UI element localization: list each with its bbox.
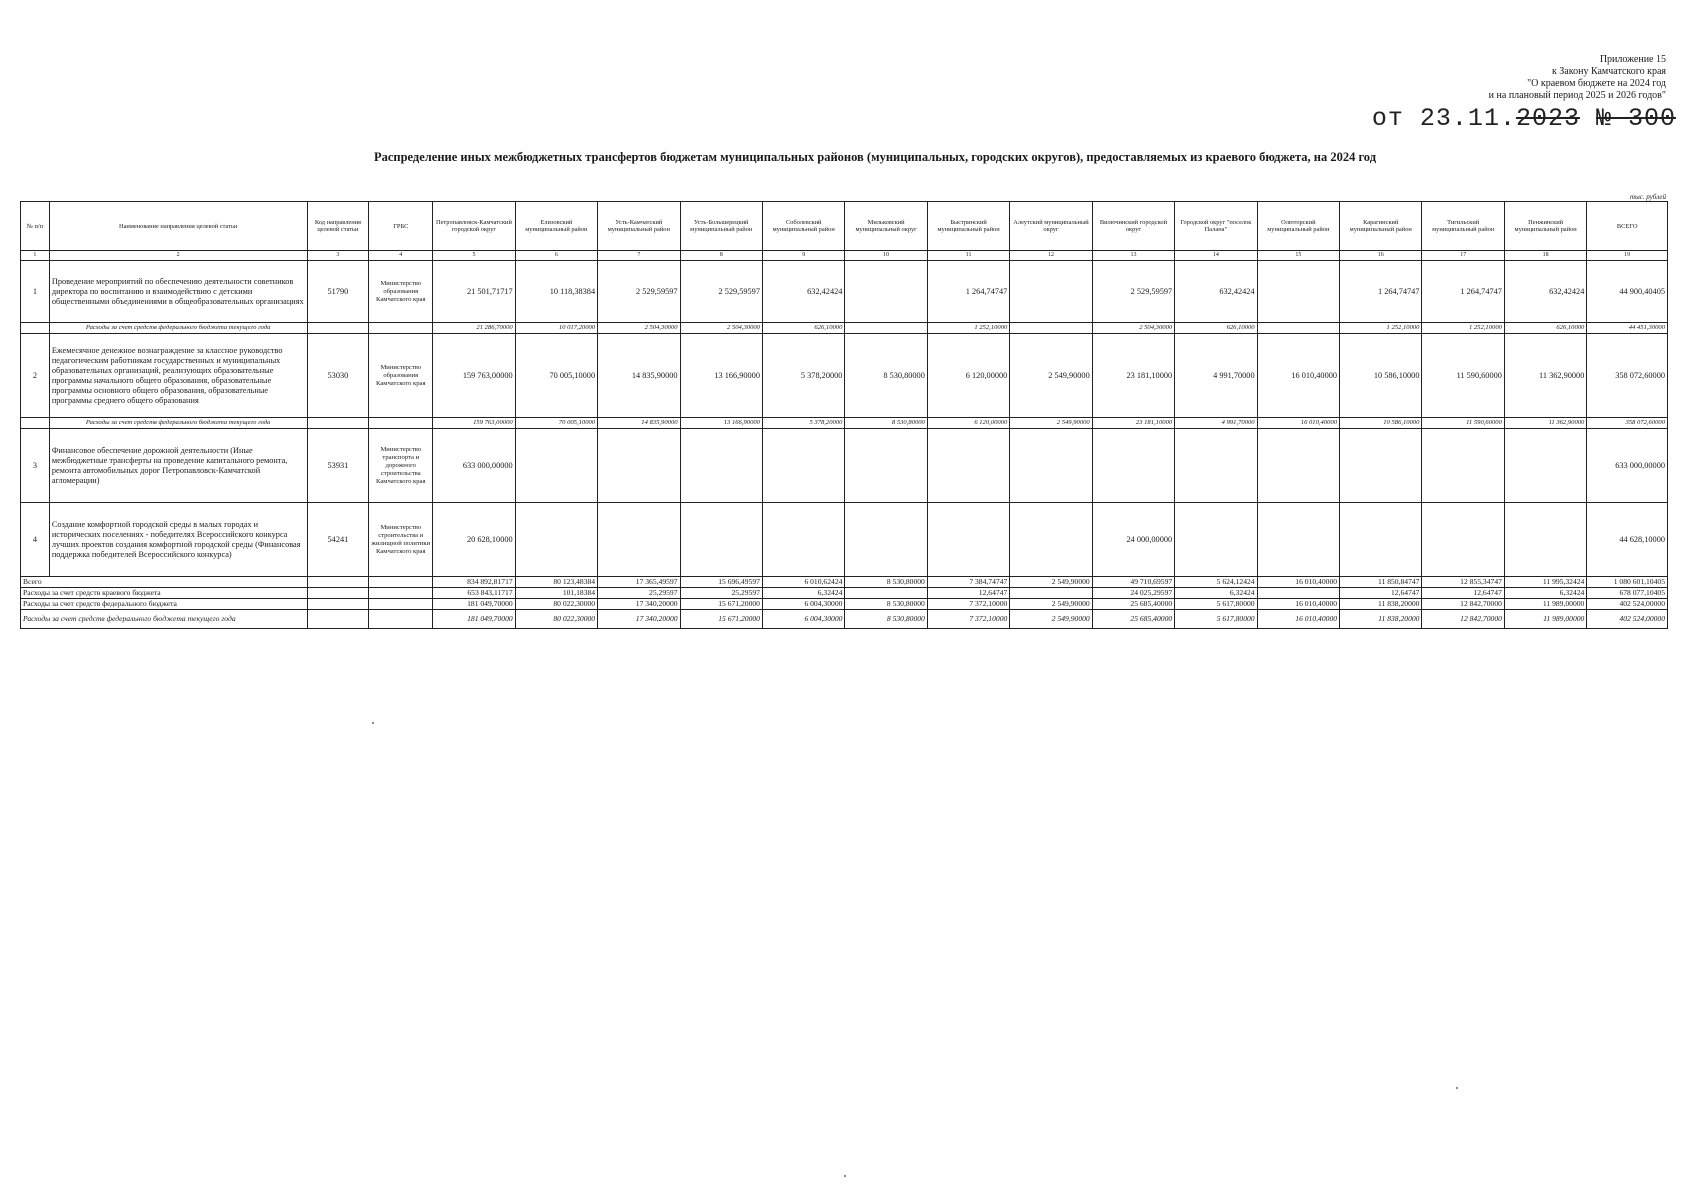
table-subrow bbox=[21, 323, 1668, 334]
value-cell: 1 080 601,10405 bbox=[1587, 577, 1668, 588]
value-cell bbox=[845, 503, 927, 577]
total-row bbox=[21, 599, 1668, 610]
value-cell bbox=[1257, 588, 1339, 599]
value-cell: 2 504,30000 bbox=[598, 323, 680, 334]
empty-cell bbox=[369, 599, 433, 610]
stamp-number: № 300 bbox=[1595, 104, 1676, 133]
empty-cell bbox=[307, 323, 369, 334]
row-number: 3 bbox=[21, 429, 50, 503]
value-cell bbox=[598, 503, 680, 577]
total-label: Всего bbox=[21, 577, 308, 588]
value-cell bbox=[1010, 588, 1092, 599]
column-number: 18 bbox=[1504, 251, 1586, 261]
value-cell: 80 022,30000 bbox=[515, 610, 597, 629]
value-cell: 11 850,84747 bbox=[1340, 577, 1422, 588]
scan-speck bbox=[1456, 1087, 1458, 1089]
value-cell: 5 378,20000 bbox=[762, 334, 844, 418]
value-cell: 11 838,20000 bbox=[1340, 610, 1422, 629]
value-cell: 16 010,40000 bbox=[1257, 334, 1339, 418]
empty-cell bbox=[307, 577, 369, 588]
value-cell: 11 838,20000 bbox=[1340, 599, 1422, 610]
value-cell: 2 549,90000 bbox=[1010, 610, 1092, 629]
value-cell: 5 378,20000 bbox=[762, 418, 844, 429]
value-cell: 6 120,00000 bbox=[927, 334, 1009, 418]
value-cell: 8 530,80000 bbox=[845, 334, 927, 418]
column-number: 8 bbox=[680, 251, 762, 261]
column-header: ВСЕГО bbox=[1587, 202, 1668, 251]
column-header: Наименование направления целевой статьи bbox=[49, 202, 307, 251]
value-cell: 17 365,49597 bbox=[598, 577, 680, 588]
value-cell bbox=[1504, 503, 1586, 577]
value-cell bbox=[680, 429, 762, 503]
value-cell bbox=[845, 429, 927, 503]
row-code: 54241 bbox=[307, 503, 369, 577]
value-cell: 11 362,90000 bbox=[1504, 334, 1586, 418]
value-cell: 44 451,30000 bbox=[1587, 323, 1668, 334]
value-cell: 632,42424 bbox=[1175, 261, 1257, 323]
value-cell: 49 710,69597 bbox=[1092, 577, 1174, 588]
value-cell: 20 628,10000 bbox=[433, 503, 515, 577]
value-cell: 7 372,10000 bbox=[927, 610, 1009, 629]
column-number: 11 bbox=[927, 251, 1009, 261]
value-cell: 24 025,29597 bbox=[1092, 588, 1174, 599]
column-number-row bbox=[21, 251, 1668, 261]
value-cell bbox=[845, 588, 927, 599]
value-cell: 10 118,38384 bbox=[515, 261, 597, 323]
value-cell: 11 995,32424 bbox=[1504, 577, 1586, 588]
value-cell: 13 166,90000 bbox=[680, 334, 762, 418]
total-row bbox=[21, 610, 1668, 629]
value-cell bbox=[1422, 429, 1504, 503]
value-cell: 16 010,40000 bbox=[1257, 577, 1339, 588]
value-cell bbox=[1175, 503, 1257, 577]
column-header: Олюторский муниципальный район bbox=[1257, 202, 1339, 251]
empty-cell bbox=[307, 418, 369, 429]
value-cell bbox=[845, 261, 927, 323]
column-number: 6 bbox=[515, 251, 597, 261]
value-cell bbox=[1010, 323, 1092, 334]
value-cell: 2 529,59597 bbox=[598, 261, 680, 323]
value-cell: 6,32424 bbox=[762, 588, 844, 599]
column-header: Тигильский муниципальный район bbox=[1422, 202, 1504, 251]
column-number: 3 bbox=[307, 251, 369, 261]
value-cell: 24 000,00000 bbox=[1092, 503, 1174, 577]
empty-cell bbox=[307, 610, 369, 629]
value-cell bbox=[927, 429, 1009, 503]
value-cell: 21 501,71717 bbox=[433, 261, 515, 323]
column-header: Быстринский муниципальный район bbox=[927, 202, 1009, 251]
value-cell bbox=[927, 503, 1009, 577]
document-title: Распределение иных межбюджетных трансфертов бюджетам муниципальных районов (муниципальных, городских округов), предоставляемых из краевого бюджета, на 2024 год bbox=[373, 150, 1377, 164]
empty-cell bbox=[369, 577, 433, 588]
value-cell bbox=[762, 429, 844, 503]
value-cell: 402 524,00000 bbox=[1587, 610, 1668, 629]
value-cell: 8 530,80000 bbox=[845, 599, 927, 610]
table-row bbox=[21, 261, 1668, 323]
value-cell bbox=[1010, 503, 1092, 577]
value-cell: 11 590,60000 bbox=[1422, 334, 1504, 418]
value-cell: 1 264,74747 bbox=[927, 261, 1009, 323]
value-cell: 632,42424 bbox=[762, 261, 844, 323]
column-header: ГРБС bbox=[369, 202, 433, 251]
row-number: 1 bbox=[21, 261, 50, 323]
value-cell bbox=[1257, 323, 1339, 334]
column-header: Соболевский муниципальный район bbox=[762, 202, 844, 251]
value-cell: 358 072,60000 bbox=[1587, 418, 1668, 429]
column-number: 13 bbox=[1092, 251, 1174, 261]
column-number: 1 bbox=[21, 251, 50, 261]
value-cell: 14 835,90000 bbox=[598, 418, 680, 429]
value-cell bbox=[845, 323, 927, 334]
row-grbs: Министерство образования Камчатского края bbox=[369, 334, 433, 418]
row-name: Проведение мероприятий по обеспечению деятельности советников директора по воспитанию и взаимодействию с детскими общественными объединениями в общеобразовательных организациях bbox=[49, 261, 307, 323]
value-cell: 11 989,00000 bbox=[1504, 610, 1586, 629]
empty-cell bbox=[21, 418, 50, 429]
value-cell: 2 549,90000 bbox=[1010, 577, 1092, 588]
header-line: "О краевом бюджете на 2024 год bbox=[1527, 78, 1666, 89]
header-line: и на плановый период 2025 и 2026 годов" bbox=[1488, 90, 1666, 101]
value-cell: 2 549,90000 bbox=[1010, 418, 1092, 429]
row-code: 51790 bbox=[307, 261, 369, 323]
total-row bbox=[21, 588, 1668, 599]
value-cell: 80 123,48384 bbox=[515, 577, 597, 588]
value-cell: 626,10000 bbox=[1504, 323, 1586, 334]
empty-cell bbox=[369, 323, 433, 334]
value-cell: 633 000,00000 bbox=[1587, 429, 1668, 503]
header-line: Приложение 15 bbox=[1599, 54, 1666, 65]
column-number: 9 bbox=[762, 251, 844, 261]
empty-cell bbox=[307, 599, 369, 610]
value-cell bbox=[598, 429, 680, 503]
column-header: Код направления целевой статьи bbox=[307, 202, 369, 251]
value-cell: 17 340,20000 bbox=[598, 610, 680, 629]
value-cell: 16 010,40000 bbox=[1257, 599, 1339, 610]
value-cell: 2 529,59597 bbox=[1092, 261, 1174, 323]
value-cell: 8 530,80000 bbox=[845, 418, 927, 429]
column-number: 14 bbox=[1175, 251, 1257, 261]
value-cell: 1 264,74747 bbox=[1422, 261, 1504, 323]
value-cell: 1 252,10000 bbox=[1422, 323, 1504, 334]
column-number: 4 bbox=[369, 251, 433, 261]
value-cell: 159 763,00000 bbox=[433, 334, 515, 418]
value-cell: 633 000,00000 bbox=[433, 429, 515, 503]
value-cell: 1 264,74747 bbox=[1340, 261, 1422, 323]
value-cell: 159 763,00000 bbox=[433, 418, 515, 429]
column-header: Усть-Большерецкий муниципальный район bbox=[680, 202, 762, 251]
value-cell: 10 017,20000 bbox=[515, 323, 597, 334]
value-cell: 15 671,20000 bbox=[680, 610, 762, 629]
value-cell: 70 005,10000 bbox=[515, 418, 597, 429]
value-cell: 402 524,00000 bbox=[1587, 599, 1668, 610]
row-name: Создание комфортной городской среды в малых городах и исторических поселениях - победителях Всероссийского конкурса лучших проектов создания комфортной городской среды (Финансовая поддержка победителей Всероссийского конкурса) bbox=[49, 503, 307, 577]
value-cell: 5 617,80000 bbox=[1175, 599, 1257, 610]
column-header: Городской округ "поселок Палана" bbox=[1175, 202, 1257, 251]
value-cell: 101,18384 bbox=[515, 588, 597, 599]
value-cell: 16 010,40000 bbox=[1257, 610, 1339, 629]
empty-cell bbox=[369, 588, 433, 599]
value-cell: 5 624,12424 bbox=[1175, 577, 1257, 588]
column-header: Мильковский муниципальный округ bbox=[845, 202, 927, 251]
table-row bbox=[21, 503, 1668, 577]
value-cell: 4 991,70000 bbox=[1175, 418, 1257, 429]
value-cell bbox=[1257, 503, 1339, 577]
value-cell bbox=[762, 503, 844, 577]
column-number: 19 bbox=[1587, 251, 1668, 261]
row-number: 4 bbox=[21, 503, 50, 577]
total-label: Расходы за счет средств краевого бюджета bbox=[21, 588, 308, 599]
value-cell: 15 671,20000 bbox=[680, 599, 762, 610]
value-cell: 12 842,70000 bbox=[1422, 610, 1504, 629]
value-cell: 6 010,62424 bbox=[762, 577, 844, 588]
table-row bbox=[21, 334, 1668, 418]
value-cell bbox=[1504, 429, 1586, 503]
row-grbs: Министерство строительства и жилищной политики Камчатского края bbox=[369, 503, 433, 577]
value-cell: 1 252,10000 bbox=[927, 323, 1009, 334]
value-cell: 21 286,70000 bbox=[433, 323, 515, 334]
value-cell bbox=[1010, 261, 1092, 323]
column-header: Карагинский муниципальный район bbox=[1340, 202, 1422, 251]
appendix-header bbox=[1306, 54, 1666, 102]
row-code: 53931 bbox=[307, 429, 369, 503]
column-header: Вилючинский городской округ bbox=[1092, 202, 1174, 251]
value-cell: 1 252,10000 bbox=[1340, 323, 1422, 334]
value-cell: 181 049,70000 bbox=[433, 610, 515, 629]
value-cell: 44 628,10000 bbox=[1587, 503, 1668, 577]
value-cell bbox=[1010, 429, 1092, 503]
value-cell: 25 685,40000 bbox=[1092, 610, 1174, 629]
column-header: Петропавловск-Камчатский городской округ bbox=[433, 202, 515, 251]
value-cell: 626,10000 bbox=[762, 323, 844, 334]
value-cell bbox=[1340, 503, 1422, 577]
total-label: Расходы за счет средств федерального бюджета текущего года bbox=[21, 610, 308, 629]
value-cell bbox=[515, 503, 597, 577]
column-header: Алеутский муниципальный округ bbox=[1010, 202, 1092, 251]
value-cell: 2 504,30000 bbox=[1092, 323, 1174, 334]
value-cell: 12 855,34747 bbox=[1422, 577, 1504, 588]
value-cell: 15 696,49597 bbox=[680, 577, 762, 588]
value-cell: 653 843,11717 bbox=[433, 588, 515, 599]
value-cell bbox=[1422, 503, 1504, 577]
value-cell: 13 166,90000 bbox=[680, 418, 762, 429]
subrow-label: Расходы за счет средств федерального бюджета текущего года bbox=[49, 323, 307, 334]
value-cell: 80 022,30000 bbox=[515, 599, 597, 610]
column-header: Пенжинский муниципальный район bbox=[1504, 202, 1586, 251]
value-cell: 23 181,10000 bbox=[1092, 334, 1174, 418]
value-cell: 70 005,10000 bbox=[515, 334, 597, 418]
row-grbs: Министерство транспорта и дорожного строительства Камчатского края bbox=[369, 429, 433, 503]
column-number: 16 bbox=[1340, 251, 1422, 261]
header-line: к Закону Камчатского края bbox=[1551, 66, 1666, 77]
value-cell: 678 077,10405 bbox=[1587, 588, 1668, 599]
row-grbs: Министерство образования Камчатского края bbox=[369, 261, 433, 323]
value-cell: 12 842,70000 bbox=[1422, 599, 1504, 610]
value-cell: 6 120,00000 bbox=[927, 418, 1009, 429]
value-cell bbox=[1340, 429, 1422, 503]
value-cell: 2 529,59597 bbox=[680, 261, 762, 323]
value-cell: 6 004,30000 bbox=[762, 610, 844, 629]
value-cell: 4 991,70000 bbox=[1175, 334, 1257, 418]
column-number: 2 bbox=[49, 251, 307, 261]
value-cell: 834 892,81717 bbox=[433, 577, 515, 588]
value-cell: 2 504,30000 bbox=[680, 323, 762, 334]
row-number: 2 bbox=[21, 334, 50, 418]
table-header bbox=[21, 202, 1668, 251]
column-number: 17 bbox=[1422, 251, 1504, 261]
value-cell: 16 010,40000 bbox=[1257, 418, 1339, 429]
column-number: 7 bbox=[598, 251, 680, 261]
value-cell: 44 900,40405 bbox=[1587, 261, 1668, 323]
value-cell bbox=[1175, 429, 1257, 503]
table-row bbox=[21, 429, 1668, 503]
value-cell bbox=[1092, 429, 1174, 503]
total-label: Расходы за счет средств федерального бюджета bbox=[21, 599, 308, 610]
value-cell: 2 549,90000 bbox=[1010, 334, 1092, 418]
value-cell: 12,64747 bbox=[927, 588, 1009, 599]
value-cell: 7 372,10000 bbox=[927, 599, 1009, 610]
header-row bbox=[21, 202, 1668, 251]
value-cell: 10 586,10000 bbox=[1340, 334, 1422, 418]
value-cell: 8 530,80000 bbox=[845, 577, 927, 588]
empty-cell bbox=[369, 418, 433, 429]
column-header: Елизовский муниципальный район bbox=[515, 202, 597, 251]
empty-cell bbox=[369, 610, 433, 629]
column-header: Усть-Камчатский муниципальный район bbox=[598, 202, 680, 251]
value-cell: 7 384,74747 bbox=[927, 577, 1009, 588]
value-cell bbox=[1257, 429, 1339, 503]
value-cell: 25,29597 bbox=[680, 588, 762, 599]
empty-cell bbox=[21, 323, 50, 334]
column-number: 5 bbox=[433, 251, 515, 261]
value-cell: 11 590,60000 bbox=[1422, 418, 1504, 429]
value-cell: 12,64747 bbox=[1422, 588, 1504, 599]
table-body bbox=[21, 251, 1668, 629]
column-header: № п/п bbox=[21, 202, 50, 251]
value-cell: 23 181,10000 bbox=[1092, 418, 1174, 429]
value-cell: 626,10000 bbox=[1175, 323, 1257, 334]
value-cell: 10 586,10000 bbox=[1340, 418, 1422, 429]
date-number-stamp bbox=[1372, 104, 1676, 133]
scan-speck bbox=[372, 722, 374, 724]
stamp-prefix: от 23.11. bbox=[1371, 104, 1516, 133]
scan-speck bbox=[844, 1175, 846, 1177]
value-cell: 25 685,40000 bbox=[1092, 599, 1174, 610]
value-cell: 6 004,30000 bbox=[762, 599, 844, 610]
subrow-label: Расходы за счет средств федерального бюджета текущего года bbox=[49, 418, 307, 429]
value-cell: 5 617,80000 bbox=[1175, 610, 1257, 629]
value-cell: 14 835,90000 bbox=[598, 334, 680, 418]
row-name: Ежемесячное денежное вознаграждение за классное руководство педагогическим работникам государственных и муниципальных образовательных организаций, реализующих образовательные программы начального общего образования, образовательные программы основного общего образования, образовательные программы среднего общего образования bbox=[49, 334, 307, 418]
value-cell bbox=[680, 503, 762, 577]
value-cell: 181 049,70000 bbox=[433, 599, 515, 610]
value-cell bbox=[515, 429, 597, 503]
value-cell: 6,32424 bbox=[1175, 588, 1257, 599]
value-cell: 6,32424 bbox=[1504, 588, 1586, 599]
table-subrow bbox=[21, 418, 1668, 429]
row-code: 53030 bbox=[307, 334, 369, 418]
value-cell: 8 530,80000 bbox=[845, 610, 927, 629]
value-cell: 12,64747 bbox=[1340, 588, 1422, 599]
column-number: 12 bbox=[1010, 251, 1092, 261]
transfers-table bbox=[20, 201, 1668, 629]
value-cell: 17 340,20000 bbox=[598, 599, 680, 610]
value-cell: 11 362,90000 bbox=[1504, 418, 1586, 429]
units-label: тыс. рублей bbox=[1629, 193, 1666, 201]
value-cell: 11 989,00000 bbox=[1504, 599, 1586, 610]
row-name: Финансовое обеспечение дорожной деятельности (Иные межбюджетные трансферты на проведение капитального ремонта, ремонта автомобильных дорог Петропавловск-Камчатской агломерации) bbox=[49, 429, 307, 503]
value-cell: 632,42424 bbox=[1504, 261, 1586, 323]
total-row bbox=[21, 577, 1668, 588]
column-number: 10 bbox=[845, 251, 927, 261]
empty-cell bbox=[307, 588, 369, 599]
column-number: 15 bbox=[1257, 251, 1339, 261]
value-cell: 2 549,90000 bbox=[1010, 599, 1092, 610]
value-cell bbox=[1257, 261, 1339, 323]
value-cell: 25,29597 bbox=[598, 588, 680, 599]
value-cell: 358 072,60000 bbox=[1587, 334, 1668, 418]
stamp-year: 2023 bbox=[1515, 104, 1580, 133]
